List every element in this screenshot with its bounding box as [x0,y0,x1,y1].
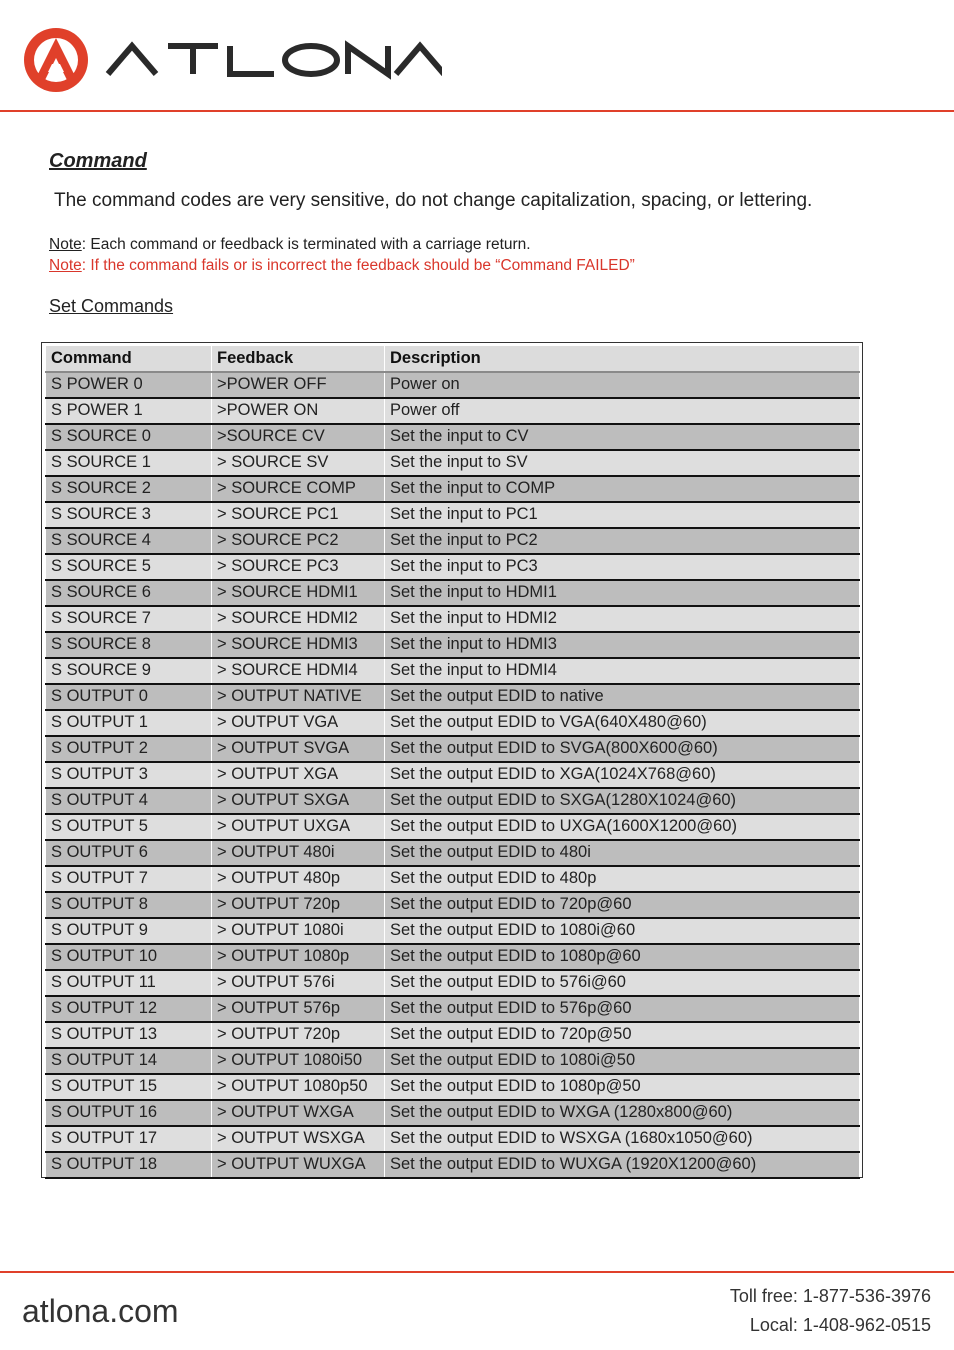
cell-command: S SOURCE 0 [46,424,212,450]
cell-command: S SOURCE 8 [46,632,212,658]
table-row [46,1074,860,1100]
cell-feedback: > OUTPUT 1080p [212,944,385,970]
cell-feedback: > OUTPUT 480i [212,840,385,866]
table-row [46,372,860,398]
table-row [46,736,860,762]
cell-command: S OUTPUT 16 [46,1100,212,1126]
table-row [46,450,860,476]
cell-command: S SOURCE 1 [46,450,212,476]
note-command-failed [49,257,635,275]
cell-command: S SOURCE 4 [46,528,212,554]
cell-feedback: >POWER OFF [212,372,385,398]
column-header-description: Description [385,346,860,372]
cell-command: S SOURCE 9 [46,658,212,684]
cell-command: S OUTPUT 17 [46,1126,212,1152]
cell-description: Set the output EDID to 576i@60 [385,970,860,996]
cell-description: Set the output EDID to 1080i@60 [385,918,860,944]
table-row [46,606,860,632]
cell-command: S OUTPUT 6 [46,840,212,866]
cell-description: Set the output EDID to native [385,684,860,710]
cell-description: Set the output EDID to 1080p@50 [385,1074,860,1100]
table-row [46,658,860,684]
local-phone: Local: 1-408-962-0515 [749,1315,931,1335]
cell-description: Power on [385,372,860,398]
cell-feedback: > OUTPUT 720p [212,892,385,918]
table-row [46,1048,860,1074]
table-row [46,684,860,710]
cell-description: Set the input to SV [385,450,860,476]
cell-description: Set the output EDID to UXGA(1600X1200@60) [385,814,860,840]
cell-feedback: > OUTPUT 1080i [212,918,385,944]
cell-description: Set the output EDID to 720p@60 [385,892,860,918]
cell-description: Set the output EDID to 480p [385,866,860,892]
table-row [46,632,860,658]
header-divider [0,110,954,112]
table-header-row [46,346,860,372]
cell-command: S OUTPUT 13 [46,1022,212,1048]
cell-feedback: > OUTPUT 576i [212,970,385,996]
cell-feedback: > SOURCE PC3 [212,554,385,580]
cell-command: S POWER 1 [46,398,212,424]
cell-description: Set the output EDID to SVGA(800X600@60) [385,736,860,762]
table-row [46,580,860,606]
cell-description: Set the output EDID to 480i [385,840,860,866]
cell-command: S SOURCE 3 [46,502,212,528]
table-row [46,996,860,1022]
cell-command: S OUTPUT 10 [46,944,212,970]
cell-description: Set the input to COMP [385,476,860,502]
table-row [46,814,860,840]
cell-description: Set the input to HDMI3 [385,632,860,658]
cell-feedback: > SOURCE PC1 [212,502,385,528]
cell-feedback: > OUTPUT UXGA [212,814,385,840]
table-row [46,1152,860,1178]
cell-command: S OUTPUT 8 [46,892,212,918]
cell-description: Set the output EDID to WXGA (1280x800@60) [385,1100,860,1126]
website-url: atlona.com [22,1293,179,1329]
table-row [46,892,860,918]
commands-table-frame [41,342,863,1178]
table-row [46,554,860,580]
table-row [46,502,860,528]
cell-command: S OUTPUT 9 [46,918,212,944]
commands-table [45,345,860,1179]
cell-feedback: > OUTPUT SVGA [212,736,385,762]
cell-description: Set the output EDID to WUXGA (1920X1200@60) [385,1152,860,1178]
cell-feedback: > OUTPUT 1080i50 [212,1048,385,1074]
table-row [46,398,860,424]
table-row [46,424,860,450]
cell-description: Set the output EDID to WSXGA (1680x1050@60) [385,1126,860,1152]
cell-description: Set the input to PC1 [385,502,860,528]
cell-description: Set the output EDID to 1080i@50 [385,1048,860,1074]
cell-feedback: > OUTPUT 480p [212,866,385,892]
table-row [46,918,860,944]
cell-description: Set the input to CV [385,424,860,450]
cell-feedback: >SOURCE CV [212,424,385,450]
table-row [46,528,860,554]
cell-command: S OUTPUT 18 [46,1152,212,1178]
footer-divider [0,1271,954,1273]
toll-free-phone: Toll free: 1-877-536-3976 [729,1286,931,1306]
cell-feedback: > OUTPUT XGA [212,762,385,788]
cell-description: Set the output EDID to VGA(640X480@60) [385,710,860,736]
cell-feedback: > OUTPUT 1080p50 [212,1074,385,1100]
cell-description: Set the output EDID to XGA(1024X768@60) [385,762,860,788]
cell-description: Set the output EDID to 720p@50 [385,1022,860,1048]
cell-command: S OUTPUT 5 [46,814,212,840]
cell-command: S POWER 0 [46,372,212,398]
note-text: : Each command or feedback is terminated with a carriage return. [81,236,531,253]
table-row [46,710,860,736]
cell-description: Set the input to HDMI1 [385,580,860,606]
table-row [46,944,860,970]
cell-command: S SOURCE 2 [46,476,212,502]
cell-feedback: > SOURCE HDMI1 [212,580,385,606]
set-commands-heading: Set Commands [49,296,174,316]
cell-feedback: > OUTPUT 576p [212,996,385,1022]
cell-feedback: > OUTPUT WUXGA [212,1152,385,1178]
cell-command: S OUTPUT 2 [46,736,212,762]
cell-description: Set the output EDID to SXGA(1280X1024@60) [385,788,860,814]
cell-feedback: > SOURCE SV [212,450,385,476]
cell-command: S OUTPUT 3 [46,762,212,788]
note-label: Note [49,236,82,253]
cell-command: S OUTPUT 0 [46,684,212,710]
cell-feedback: > SOURCE PC2 [212,528,385,554]
atlona-logo [22,24,442,94]
cell-feedback: > SOURCE HDMI2 [212,606,385,632]
table-row [46,476,860,502]
cell-feedback: > OUTPUT NATIVE [212,684,385,710]
cell-feedback: > OUTPUT VGA [212,710,385,736]
intro-text: The command codes are very sensitive, do not change capitalization, spacing, or lettering. [54,190,813,211]
cell-description: Set the output EDID to 1080p@60 [385,944,860,970]
note-carriage-return [49,236,531,254]
cell-command: S SOURCE 5 [46,554,212,580]
cell-feedback: > OUTPUT SXGA [212,788,385,814]
table-row [46,788,860,814]
cell-feedback: > OUTPUT WSXGA [212,1126,385,1152]
table-row [46,970,860,996]
cell-command: S OUTPUT 4 [46,788,212,814]
cell-feedback: > SOURCE COMP [212,476,385,502]
cell-feedback: >POWER ON [212,398,385,424]
cell-description: Set the input to PC3 [385,554,860,580]
cell-description: Set the input to HDMI2 [385,606,860,632]
cell-command: S OUTPUT 15 [46,1074,212,1100]
cell-feedback: > OUTPUT 720p [212,1022,385,1048]
cell-command: S OUTPUT 12 [46,996,212,1022]
cell-command: S OUTPUT 1 [46,710,212,736]
note-text: : If the command fails or is incorrect the feedback should be “Command FAILED” [81,257,635,274]
section-title: Command [49,150,147,172]
cell-command: S OUTPUT 14 [46,1048,212,1074]
cell-command: S OUTPUT 7 [46,866,212,892]
note-label: Note [49,257,82,274]
cell-feedback: > SOURCE HDMI3 [212,632,385,658]
column-header-command: Command [46,346,212,372]
table-row [46,840,860,866]
cell-command: S SOURCE 6 [46,580,212,606]
table-row [46,866,860,892]
table-row [46,1126,860,1152]
table-row [46,762,860,788]
atlona-logo-graphic [22,24,442,94]
cell-command: S OUTPUT 11 [46,970,212,996]
cell-description: Set the output EDID to 576p@60 [385,996,860,1022]
cell-feedback: > SOURCE HDMI4 [212,658,385,684]
column-header-feedback: Feedback [212,346,385,372]
cell-description: Set the input to PC2 [385,528,860,554]
cell-description: Power off [385,398,860,424]
cell-feedback: > OUTPUT WXGA [212,1100,385,1126]
cell-command: S SOURCE 7 [46,606,212,632]
table-row [46,1022,860,1048]
cell-description: Set the input to HDMI4 [385,658,860,684]
table-row [46,1100,860,1126]
